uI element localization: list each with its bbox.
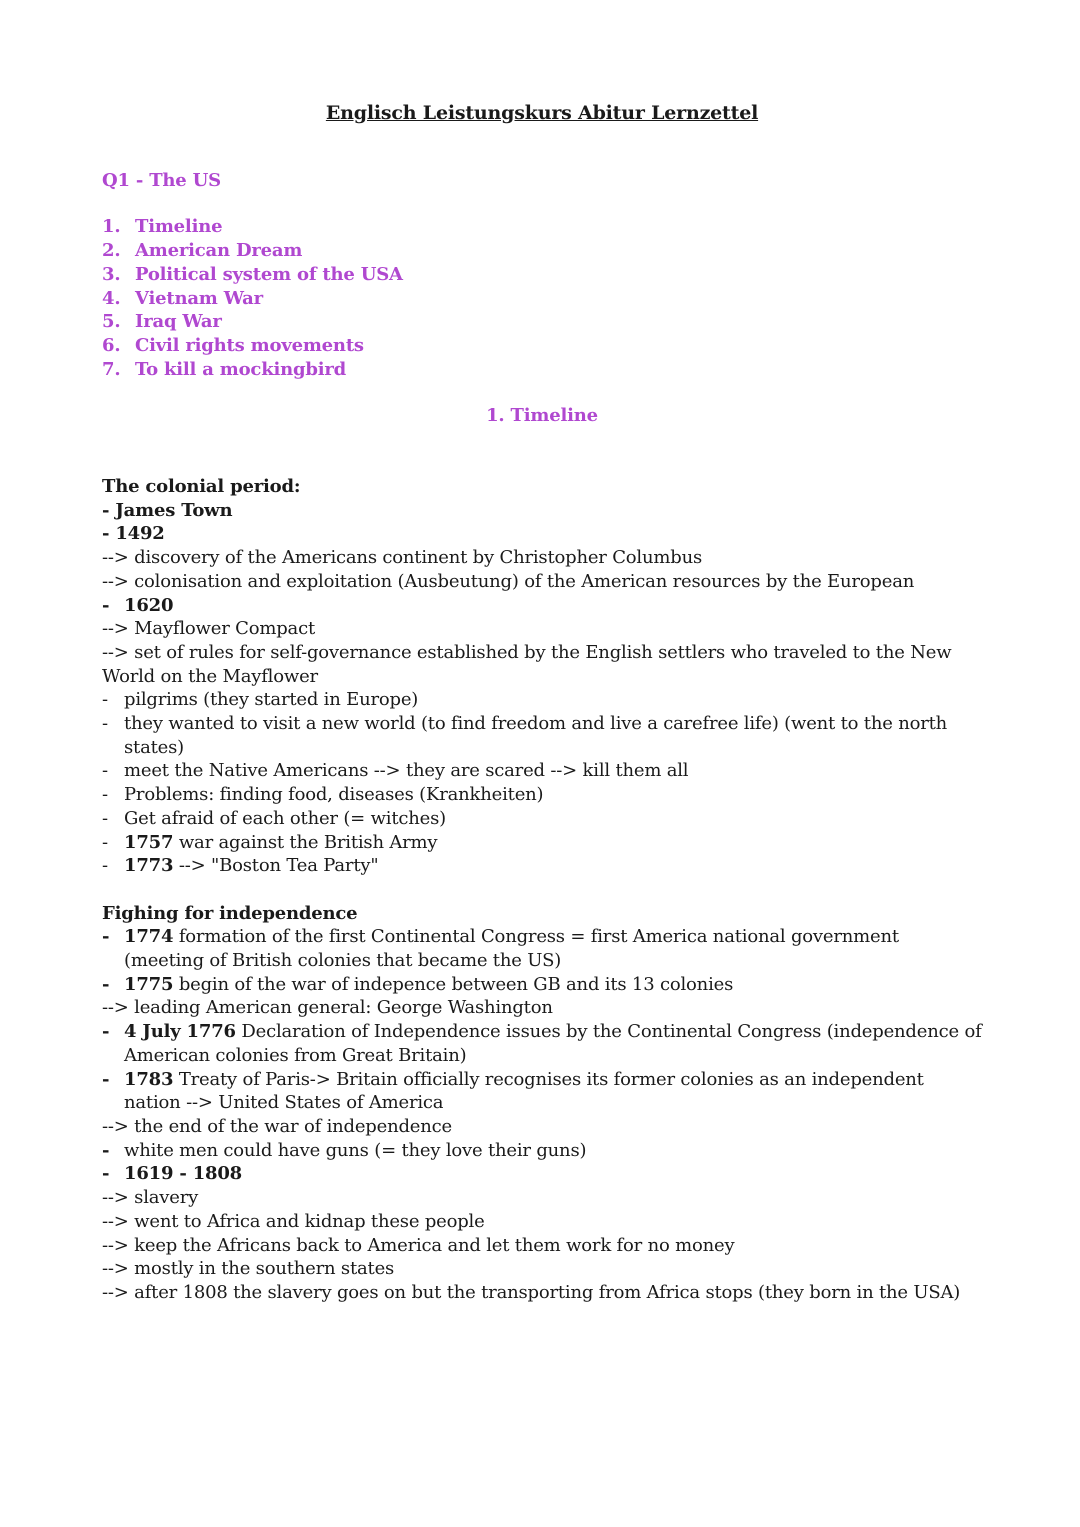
bullet-item: - 1619 - 1808 [102,1163,242,1185]
bullet-item: - 1783 Treaty of Paris-> Britain officially recognises its former colonies as an independent nation --> United States of America [102,1068,924,1114]
bullet-item: - they wanted to visit a new world (to find freedom and live a carefree life) (went to the north states) [102,713,948,758]
toc-item: 3. Political system of the USA [102,263,403,285]
text-line: --> Mayflower Compact [102,618,315,640]
text-line: --> mostly in the southern states [102,1258,395,1280]
bullet-item: - pilgrims (they started in Europe) [102,689,419,711]
text-line: --> the end of the war of independence [102,1116,452,1137]
section-label: Q1 - The US [102,169,221,191]
bullet-item: - 1773 --> "Boston Tea Party" [102,855,379,877]
bullet-item: - white men could have guns (= they love their guns) [102,1139,587,1161]
bullet-item: - 4 July 1776 Declaration of Independence issues by the Continental Congress (independence of American colonies from Great Britain) [102,1021,982,1066]
text-line: --> slavery [102,1187,199,1209]
bullet-item: - 1757 war against the British Army [102,831,438,853]
text-line: --> went to Africa and kidnap these people [102,1210,485,1232]
document-title: Englisch Leistungskurs Abitur Lernzettel [325,102,759,124]
text-line: --> discovery of the Americans continent by Christopher Columbus [102,547,702,569]
bullet-item: - 1620 [102,594,174,616]
toc-item: 1. Timeline [102,216,223,238]
colonial-heading: The colonial period: [102,476,301,498]
toc-item: 4. Vietnam War [102,287,263,309]
toc-item: 2. American Dream [102,240,303,262]
bullet-item: - meet the Native Americans --> they are scared --> kill them all [102,760,689,782]
bullet-item: - Problems: finding food, diseases (Krankheiten) [102,784,544,806]
timeline-heading: 1. Timeline [486,405,598,427]
table-of-contents [102,215,982,381]
independence-section [102,902,982,1305]
toc-item: 6. Civil rights movements [102,334,364,356]
text-line: --> leading American general: George Washington [102,997,553,1019]
independence-heading: Fighing for independence [102,902,358,924]
text-line: --> set of rules for self-governance established by the English settlers who traveled to the New World on the Mayflower [102,641,952,687]
bullet-item: - 1774 formation of the first Continental Congress = first America national government (meeting of British colonies that became the US) [102,926,899,972]
colonial-section [102,475,982,878]
bullet-item: - 1775 begin of the war of indepence between GB and its 13 colonies [102,973,734,995]
document-page [102,102,982,1305]
text-line: --> after 1808 the slavery goes on but the transporting from Africa stops (they born in the USA) [102,1281,961,1303]
james-town-line: - James Town [102,499,233,521]
toc-item: 5. Iraq War [102,311,222,333]
toc-item: 7. To kill a mockingbird [102,358,347,380]
year-1492-line: - 1492 [102,523,165,545]
bullet-item: - Get afraid of each other (= witches) [102,807,446,829]
text-line: --> keep the Africans back to America and let them work for no money [102,1234,735,1256]
text-line: --> colonisation and exploitation (Ausbeutung) of the American resources by the European [102,570,915,592]
